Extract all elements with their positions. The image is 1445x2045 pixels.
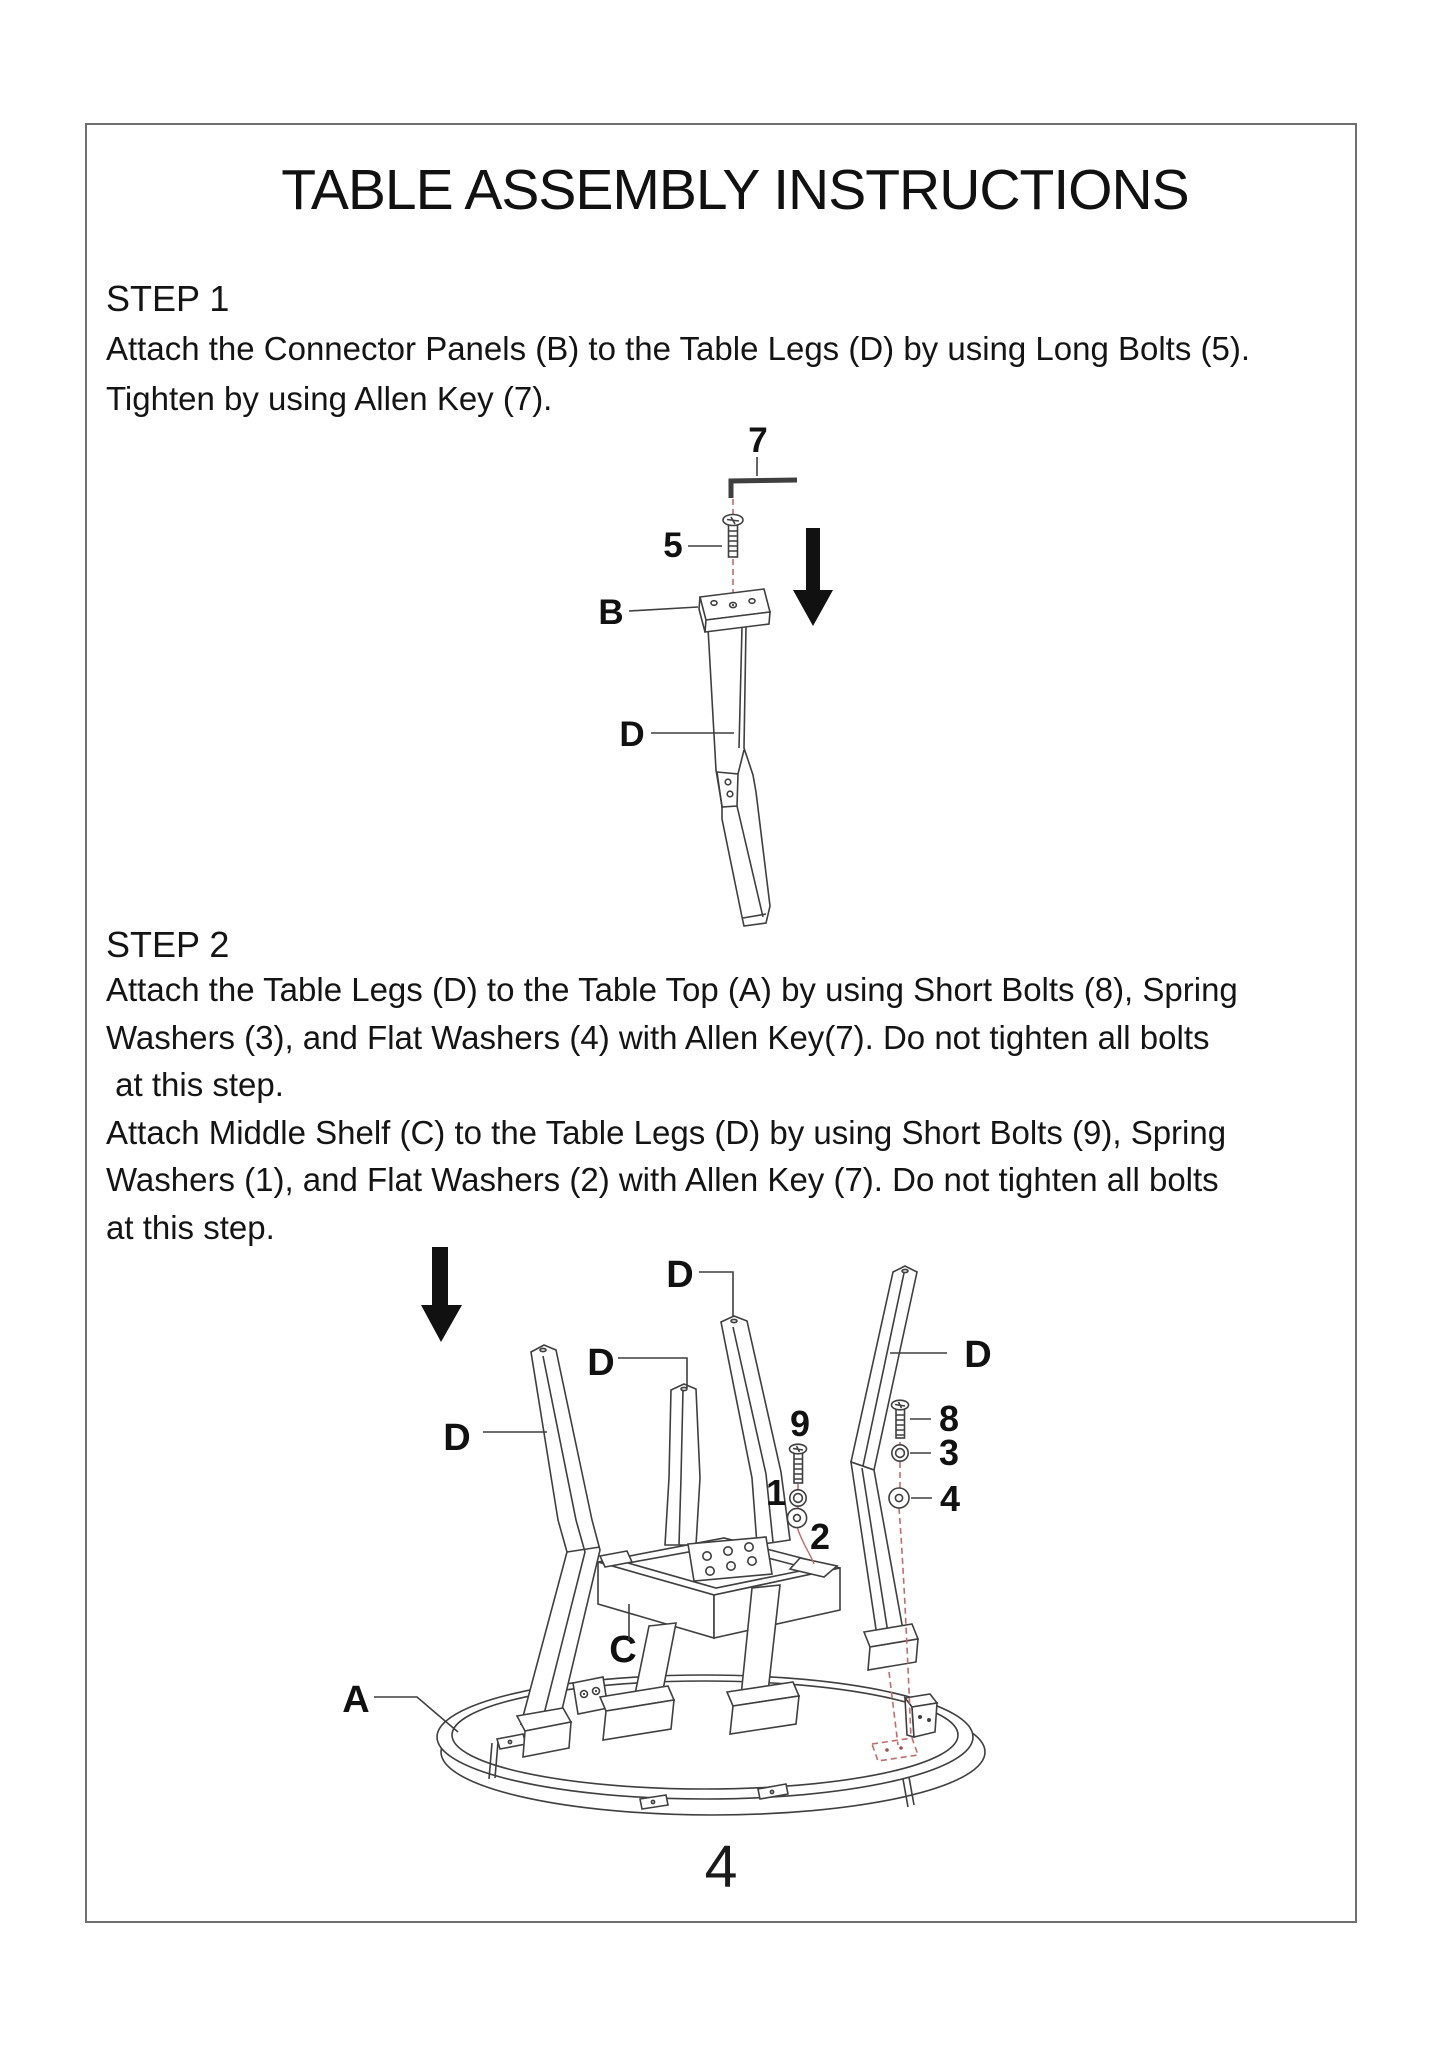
leg-right-label: D: [666, 1254, 694, 1296]
table-leg-detached-illustration: [851, 1266, 918, 1670]
connector-panel-leader: [629, 607, 698, 611]
step2-figure: [320, 1240, 1080, 1890]
table-leg-left-illustration: [517, 1345, 608, 1757]
leg-middle-leader: [618, 1358, 687, 1388]
step2-instructions: [106, 966, 1238, 1251]
allen-key-icon: [731, 480, 797, 498]
spring-washer-top-icon: [892, 1445, 908, 1461]
short-bolt-shelf-icon: [790, 1444, 807, 1483]
flat-washer-top-icon: [889, 1488, 909, 1508]
shelf-spring-washer-label: 1: [765, 1472, 787, 1513]
step1-figure: [560, 420, 880, 960]
short-bolt-top-icon: [892, 1400, 909, 1438]
down-arrow-icon: [793, 528, 833, 626]
shelf-flat-washer-label: 2: [809, 1516, 831, 1557]
top-flat-washer-label: 4: [939, 1478, 961, 1519]
step2-line-4: Attach Middle Shelf (C) to the Table Legs (D) by using Short Bolts (9), Spring: [106, 1113, 1227, 1151]
spring-washer-shelf-icon: [790, 1490, 806, 1506]
flat-washer-shelf-icon: [787, 1508, 806, 1527]
step1-instructions: [106, 324, 1250, 424]
page-title: TABLE ASSEMBLY INSTRUCTIONS: [281, 158, 1189, 222]
step2-heading: STEP 2: [106, 924, 230, 965]
top-bolt-label: 8: [938, 1398, 960, 1439]
leg-right-leader: [699, 1272, 733, 1316]
page-number: 4: [704, 1834, 738, 1900]
shelf-connector-plate: [688, 1537, 772, 1581]
leg-left-label: D: [443, 1417, 471, 1459]
long-bolt-label: 5: [663, 526, 683, 565]
top-spring-washer-label: 3: [938, 1432, 960, 1473]
step1-line-1: Attach the Connector Panels (B) to the Table Legs (D) by using Long Bolts (5).: [106, 330, 1251, 367]
down-arrow-icon: [421, 1247, 462, 1342]
table-leg-illustration: [708, 626, 770, 926]
step1-line-2: Tighten by using Allen Key (7).: [106, 380, 553, 417]
leg-detached-label: D: [964, 1334, 992, 1376]
step2-line-1: Attach the Table Legs (D) to the Table Top (A) by using Short Bolts (8), Spring: [106, 971, 1238, 1008]
step2-line-3: at this step.: [106, 1066, 284, 1103]
table-top-label: A: [342, 1679, 370, 1721]
table-leg-middle-illustration: [665, 1384, 700, 1545]
table-top-illustration: [437, 1675, 985, 1815]
allen-key-label: 7: [748, 421, 768, 460]
long-bolt-icon: [723, 515, 743, 558]
middle-shelf-illustration: [598, 1537, 840, 1638]
step1-heading: STEP 1: [106, 278, 230, 319]
table-leg-label: D: [619, 715, 645, 754]
shelf-bolt-label: 9: [789, 1403, 811, 1444]
step2-line-5: Washers (1), and Flat Washers (2) with Allen Key (7). Do not tighten all bolts: [106, 1161, 1219, 1198]
step2-line-2: Washers (3), and Flat Washers (4) with Allen Key(7). Do not tighten all bolts: [106, 1018, 1210, 1056]
step2-line-6: at this step.: [106, 1208, 275, 1246]
middle-shelf-label: C: [609, 1629, 637, 1671]
leg-middle-label: D: [587, 1342, 615, 1384]
connector-panel-label: B: [598, 593, 624, 632]
connector-panel-illustration: [699, 589, 770, 632]
